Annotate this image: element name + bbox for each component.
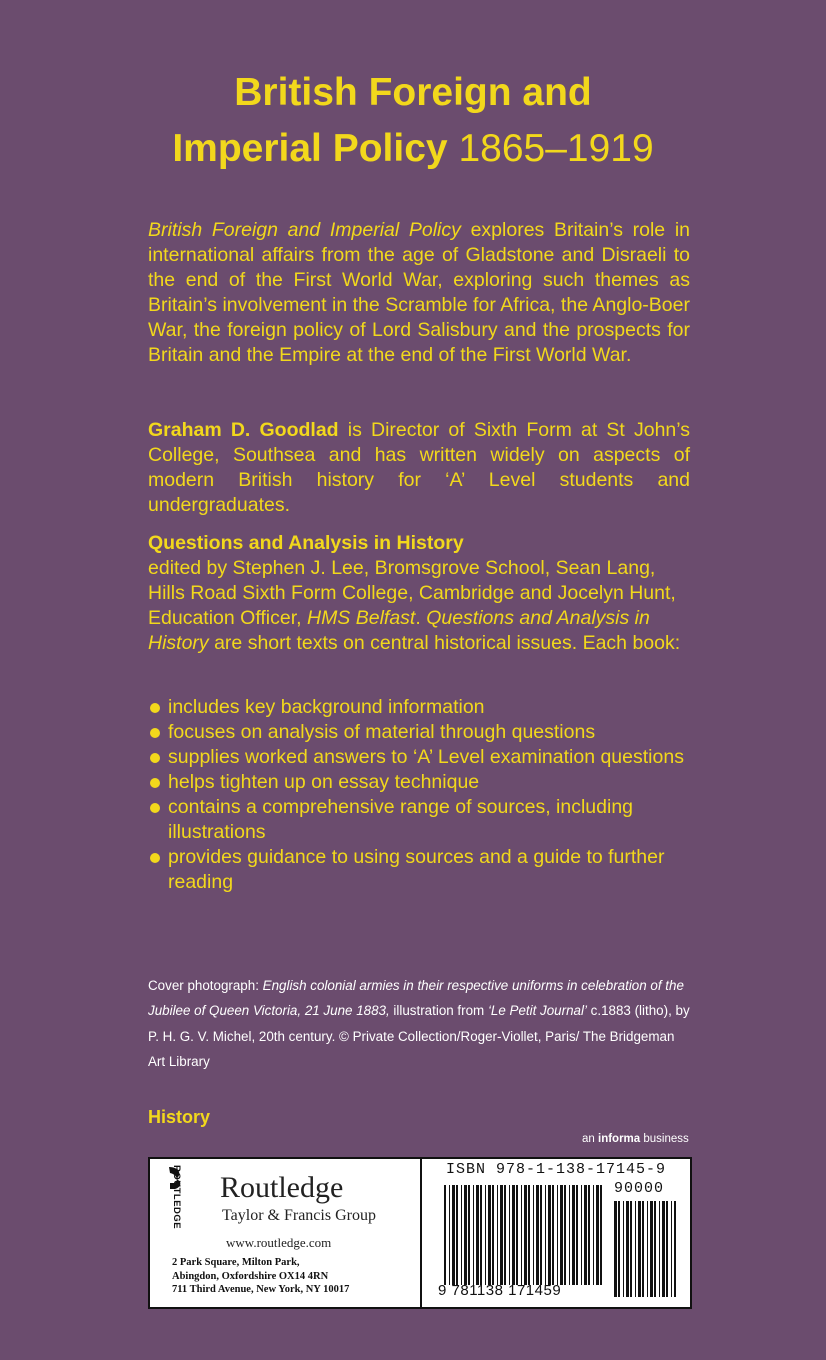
routledge-logo-text: ROUTLEDGE bbox=[171, 1165, 182, 1230]
barcode-bar bbox=[581, 1185, 582, 1285]
barcode-bar bbox=[623, 1201, 624, 1297]
author-bio: Graham D. Goodlad is Director of Sixth Form at St John’s College, Southsea and has written widely on aspects of modern British history for ‘A’ Level students and undergraduates. bbox=[148, 419, 690, 516]
barcode-bar bbox=[480, 1185, 482, 1285]
barcode-bar bbox=[564, 1185, 566, 1285]
barcode-bar bbox=[528, 1185, 530, 1285]
barcode-bar bbox=[516, 1185, 518, 1285]
bullet-icon bbox=[150, 778, 160, 788]
barcode-bar bbox=[521, 1185, 522, 1285]
isbn-label: ISBN 978-1-138-17145-9 bbox=[446, 1161, 667, 1178]
barcode-bar bbox=[504, 1185, 506, 1285]
barcode-box bbox=[420, 1157, 692, 1309]
bullet-icon bbox=[150, 803, 160, 813]
barcode-bar bbox=[572, 1185, 575, 1285]
barcode-bar bbox=[635, 1201, 636, 1297]
barcode-bar bbox=[461, 1185, 462, 1285]
category-label: History bbox=[148, 1107, 211, 1127]
barcode-bar bbox=[512, 1185, 515, 1285]
barcode-bar bbox=[596, 1185, 599, 1285]
barcode-bar bbox=[638, 1201, 641, 1297]
barcode-bar bbox=[671, 1201, 672, 1297]
barcode-bar bbox=[659, 1201, 660, 1297]
barcode-main-icon bbox=[444, 1185, 604, 1285]
publisher-address: 2 Park Square, Milton Park, Abingdon, Oxfordshire OX14 4RN 711 Third Avenue, New York, NY 10017 bbox=[172, 1257, 350, 1295]
barcode-bar bbox=[557, 1185, 558, 1285]
series-info: Questions and Analysis in History edited by Stephen J. Lee, Bromsgrove School, Sean Lang, Hills Road Sixth Form College, Cambridge and Jocelyn Hunt, Education Officer, HMS Belfast. Questions and Analysis in History are short texts on central historical issues. Each book: bbox=[148, 531, 690, 656]
barcode-bar bbox=[674, 1201, 676, 1297]
barcode-bar bbox=[552, 1185, 554, 1285]
ean-digits: 9 781138 171459 bbox=[438, 1282, 562, 1299]
barcode-bar bbox=[654, 1201, 656, 1297]
barcode-bar bbox=[662, 1201, 665, 1297]
barcode-bar bbox=[626, 1201, 629, 1297]
publisher-website: www.routledge.com bbox=[226, 1235, 332, 1250]
barcode-bar bbox=[485, 1185, 486, 1285]
barcode-bar bbox=[449, 1185, 450, 1285]
barcode-bar bbox=[614, 1201, 617, 1297]
barcode-bar bbox=[650, 1201, 653, 1297]
series-heading: Questions and Analysis in History bbox=[148, 532, 464, 554]
barcode-bar bbox=[464, 1185, 467, 1285]
list-item: provides guidance to using sources and a guide to further reading bbox=[148, 845, 693, 895]
list-item: contains a comprehensive range of sources, including illustrations bbox=[148, 795, 693, 845]
barcode-addon-icon bbox=[614, 1201, 676, 1297]
barcode-bar bbox=[488, 1185, 491, 1285]
author-name: Graham D. Goodlad bbox=[148, 419, 339, 441]
feature-list bbox=[148, 695, 693, 895]
barcode-bar bbox=[456, 1185, 458, 1285]
barcode-bar bbox=[569, 1185, 570, 1285]
list-item: includes key background information bbox=[148, 695, 693, 720]
price-code: 90000 bbox=[614, 1180, 665, 1197]
bullet-icon bbox=[150, 753, 160, 763]
barcode-bar bbox=[545, 1185, 546, 1285]
barcode-bar bbox=[560, 1185, 563, 1285]
barcode-bar bbox=[524, 1185, 527, 1285]
barcode-bar bbox=[593, 1185, 594, 1285]
barcode-bar bbox=[452, 1185, 455, 1285]
bullet-icon bbox=[150, 728, 160, 738]
book-title-line-2: Imperial Policy 1865–1919 bbox=[172, 127, 654, 170]
cover-credit: Cover photograph: English colonial armies in their respective uniforms in celebration of the Jubilee of Queen Victoria, 21 June 1883, illustration from ‘Le Petit Journal’ c.1883 (litho), by P. H. G. V. Michel, 20th century. © Private Collection/Roger-Viollet, Paris/ The Bridgeman Art Library bbox=[148, 978, 690, 1069]
book-title-line-1: British Foreign and bbox=[234, 71, 592, 114]
publisher-group: Taylor & Francis Group bbox=[222, 1207, 376, 1224]
barcode-bar bbox=[444, 1185, 446, 1285]
barcode-bar bbox=[666, 1201, 668, 1297]
barcode-bar bbox=[647, 1201, 648, 1297]
barcode-bar bbox=[468, 1185, 470, 1285]
barcode-bar bbox=[576, 1185, 578, 1285]
barcode-bar bbox=[630, 1201, 632, 1297]
barcode-bar bbox=[509, 1185, 510, 1285]
barcode-bar bbox=[500, 1185, 503, 1285]
informa-tagline: an informa business bbox=[582, 1133, 689, 1145]
bullet-icon bbox=[150, 853, 160, 863]
list-item: supplies worked answers to ‘A’ Level examination questions bbox=[148, 745, 693, 770]
barcode-bar bbox=[548, 1185, 551, 1285]
barcode-bar bbox=[588, 1185, 590, 1285]
blurb-paragraph: British Foreign and Imperial Policy explores Britain’s role in international affairs from the age of Gladstone and Disraeli to the end of the First World War, exploring such themes as Britain’s involvement in the Scramble for Africa, the Anglo-Boer War, the foreign policy of Lord Salisbury and the prospects for Britain and the Empire at the end of the First World War. bbox=[148, 219, 691, 366]
publisher-name: Routledge bbox=[220, 1171, 344, 1204]
barcode-bar bbox=[540, 1185, 542, 1285]
book-years: 1865–1919 bbox=[458, 127, 654, 170]
barcode-bar bbox=[600, 1185, 602, 1285]
barcode-bar bbox=[473, 1185, 474, 1285]
barcode-bar bbox=[497, 1185, 498, 1285]
list-item: focuses on analysis of material through questions bbox=[148, 720, 693, 745]
barcode-bar bbox=[536, 1185, 539, 1285]
barcode-bar bbox=[533, 1185, 534, 1285]
barcode-bar bbox=[492, 1185, 494, 1285]
barcode-bar bbox=[618, 1201, 620, 1297]
list-item: helps tighten up on essay technique bbox=[148, 770, 693, 795]
barcode-bar bbox=[584, 1185, 587, 1285]
barcode-bar bbox=[642, 1201, 644, 1297]
barcode-bar bbox=[476, 1185, 479, 1285]
publisher-box bbox=[148, 1157, 422, 1309]
bullet-icon bbox=[150, 703, 160, 713]
